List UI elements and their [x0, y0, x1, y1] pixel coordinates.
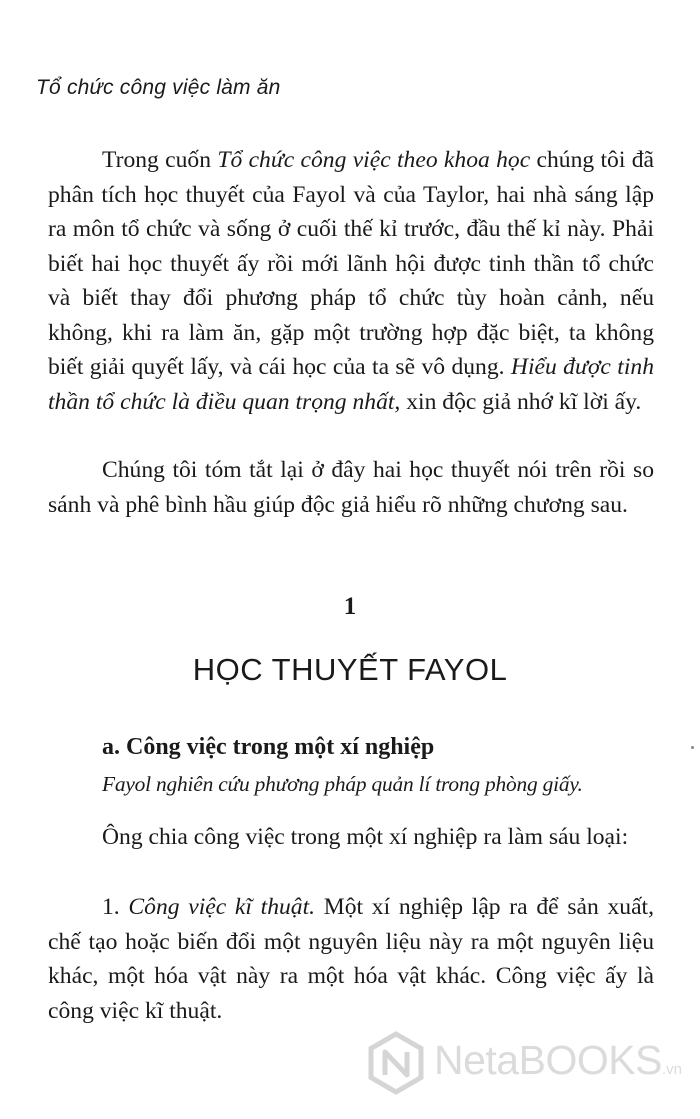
paragraph-text: xin độc giả nhớ kĩ lời ấy. [400, 388, 642, 415]
paragraph-text: chúng tôi đã phân tích học thuyết của Fayol và của Taylor, hai nhà sáng lập ra môn tổ chức và sống ở cuối thế kỉ trước, đầu thế kỉ này. Phải biết hai học thuyết ấy rồi mới lãnh hội được tinh thần tổ chức và biết thay đổi phương pháp tổ chức tùy hoàn cảnh, nếu không, khi ra làm ăn, gặp một trường hợp đặc biệt, ta không biết giải quyết lấy, và cái học của ta sẽ vô dụng. [48, 147, 654, 380]
watermark [364, 1027, 694, 1097]
netabooks-logo-icon [364, 1031, 428, 1095]
section-subtitle: Fayol nghiên cứu phương pháp quản lí trong phòng giấy. [102, 772, 583, 796]
book-title-italic: Tổ chức công việc theo khoa học [217, 147, 531, 173]
emphasis-italic: Công việc kĩ thuật. [128, 894, 316, 920]
emphasis-italic: Hiểu được tinh thần tổ chức là điều quan trọng nhất, [48, 354, 654, 415]
watermark-text [434, 1037, 682, 1084]
paragraph-text: Một xí nghiệp lập ra để sản xuất, chế tạo hoặc biến đổi một nguyên liệu này ra một nguyên liệu khác, một hóa vật này ra một hóa vật khác. Công việc ấy là công việc kĩ thuật. [48, 894, 654, 1024]
running-header: Tổ chức công việc làm ăn [36, 76, 281, 99]
print-speck [691, 746, 694, 749]
chapter-title: HỌC THUYẾT FAYOL [192, 652, 508, 687]
paragraph-text: Ông chia công việc trong một xí nghiệp ra làm sáu loại: [102, 824, 629, 850]
paragraph-text: Trong cuốn [102, 147, 218, 173]
list-number: 1. [102, 894, 129, 920]
paragraph-summary [48, 453, 654, 522]
paragraph-technical-work [48, 890, 654, 1028]
paragraph-six-types [48, 820, 654, 855]
chapter-number: 1 [343, 593, 357, 620]
paragraph-intro [48, 143, 654, 419]
watermark-suffix: .vn [661, 1061, 682, 1078]
watermark-brand: NetaBOOKS [434, 1037, 662, 1083]
paragraph-text: Chúng tôi tóm tắt lại ở đây hai học thuyết nói trên rồi so sánh và phê bình hầu giúp độc giả hiểu rõ những chương sau. [48, 457, 654, 518]
section-heading: a. Công việc trong một xí nghiệp [102, 734, 435, 760]
